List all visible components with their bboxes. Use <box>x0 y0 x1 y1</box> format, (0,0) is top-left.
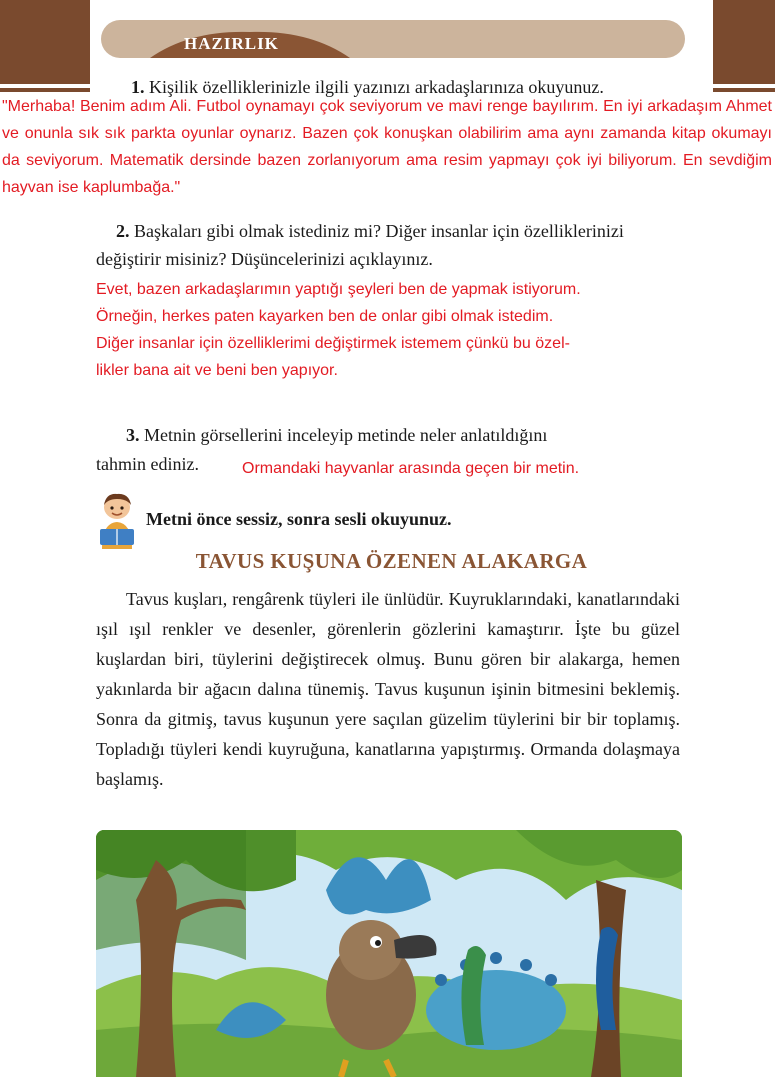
forest-jay-peacocks-illustration <box>96 830 682 1077</box>
question-3-number: 3. <box>126 425 140 445</box>
story-title: TAVUS KUŞUNA ÖZENEN ALAKARGA <box>195 549 588 573</box>
story-paragraph: Tavus kuşları, rengârenk tüyleri ile ünlüdür. Kuyruklarındaki, kanatlarındaki ışıl ışıl renkler ve desenler, görenlerin gözlerini kamaştırır. İşte bu güzel kuşlardan biri, tüylerini değiştirecek olmuş. Bunu gören bir alakarga, hemen yakınlarda bir ağacın dalına tünemiş. Tavus kuşunun işinin bitmesini beklemiş. Sonra da gitmiş, tavus kuşunun yere saçılan güzelim tüylerini bir bir toplamış. Topladığı tüyleri kendi kuyruğuna, kanatlarına yapıştırmış. Ormanda dolaşmaya başlamış. <box>96 589 680 789</box>
question-3-text: Metnin görsellerini inceleyip metinde neler anlatıldığını <box>144 425 548 445</box>
section-title: HAZIRLIK <box>184 34 279 53</box>
question-1-number: 1. <box>131 77 145 97</box>
answer-2-line: likler bana ait ve beni ben yapıyor. <box>96 362 338 379</box>
question-2-number: 2. <box>116 221 130 241</box>
answer-1: "Merhaba! Benim adım Ali. Futbol oynamayı çok seviyorum ve mavi renge bayılırım. En iyi arkadaşım Ahmet ve onunla sık sık parkta oyunlar oynarız. Bazen çok konuşkan olabilirim ama aynı zamanda kitap okumayı da seviyorum. Matematik dersinde bazen zorlanıyorum ama resim yapmayı çok iyi biliyorum. En sevdiğim hayvan ise kaplumbağa." <box>2 98 772 196</box>
page-corner-right <box>713 0 775 92</box>
answer-3: Ormandaki hayvanlar arasında geçen bir metin. <box>242 460 580 477</box>
answer-2-line: Örneğin, herkes paten kayarken ben de onlar gibi olmak istedim. <box>96 308 554 325</box>
question-2 <box>96 217 681 273</box>
page-corner-left <box>0 0 90 92</box>
question-1-text: Kişilik özelliklerinizle ilgili yazınızı arkadaşlarınıza okuyunuz. <box>149 77 604 97</box>
child-reading-book-icon <box>94 493 140 549</box>
answer-2 <box>96 276 696 384</box>
answer-2-line: Diğer insanlar için özelliklerimi değiştirmek istemem çünkü bu özel- <box>96 335 570 352</box>
question-3-text-tail: tahmin ediniz. <box>96 454 199 474</box>
question-2-text: Başkaları gibi olmak istediniz mi? Diğer insanlar için özelliklerinizi değiştirir misiniz? Düşüncelerinizi açıklayınız. <box>96 221 624 269</box>
answer-2-line: Evet, bazen arkadaşlarımın yaptığı şeyleri ben de yapmak istiyorum. <box>96 281 581 298</box>
story-illustration <box>96 830 682 1077</box>
reading-instruction: Metni önce sessiz, sonra sesli okuyunuz. <box>146 509 452 529</box>
